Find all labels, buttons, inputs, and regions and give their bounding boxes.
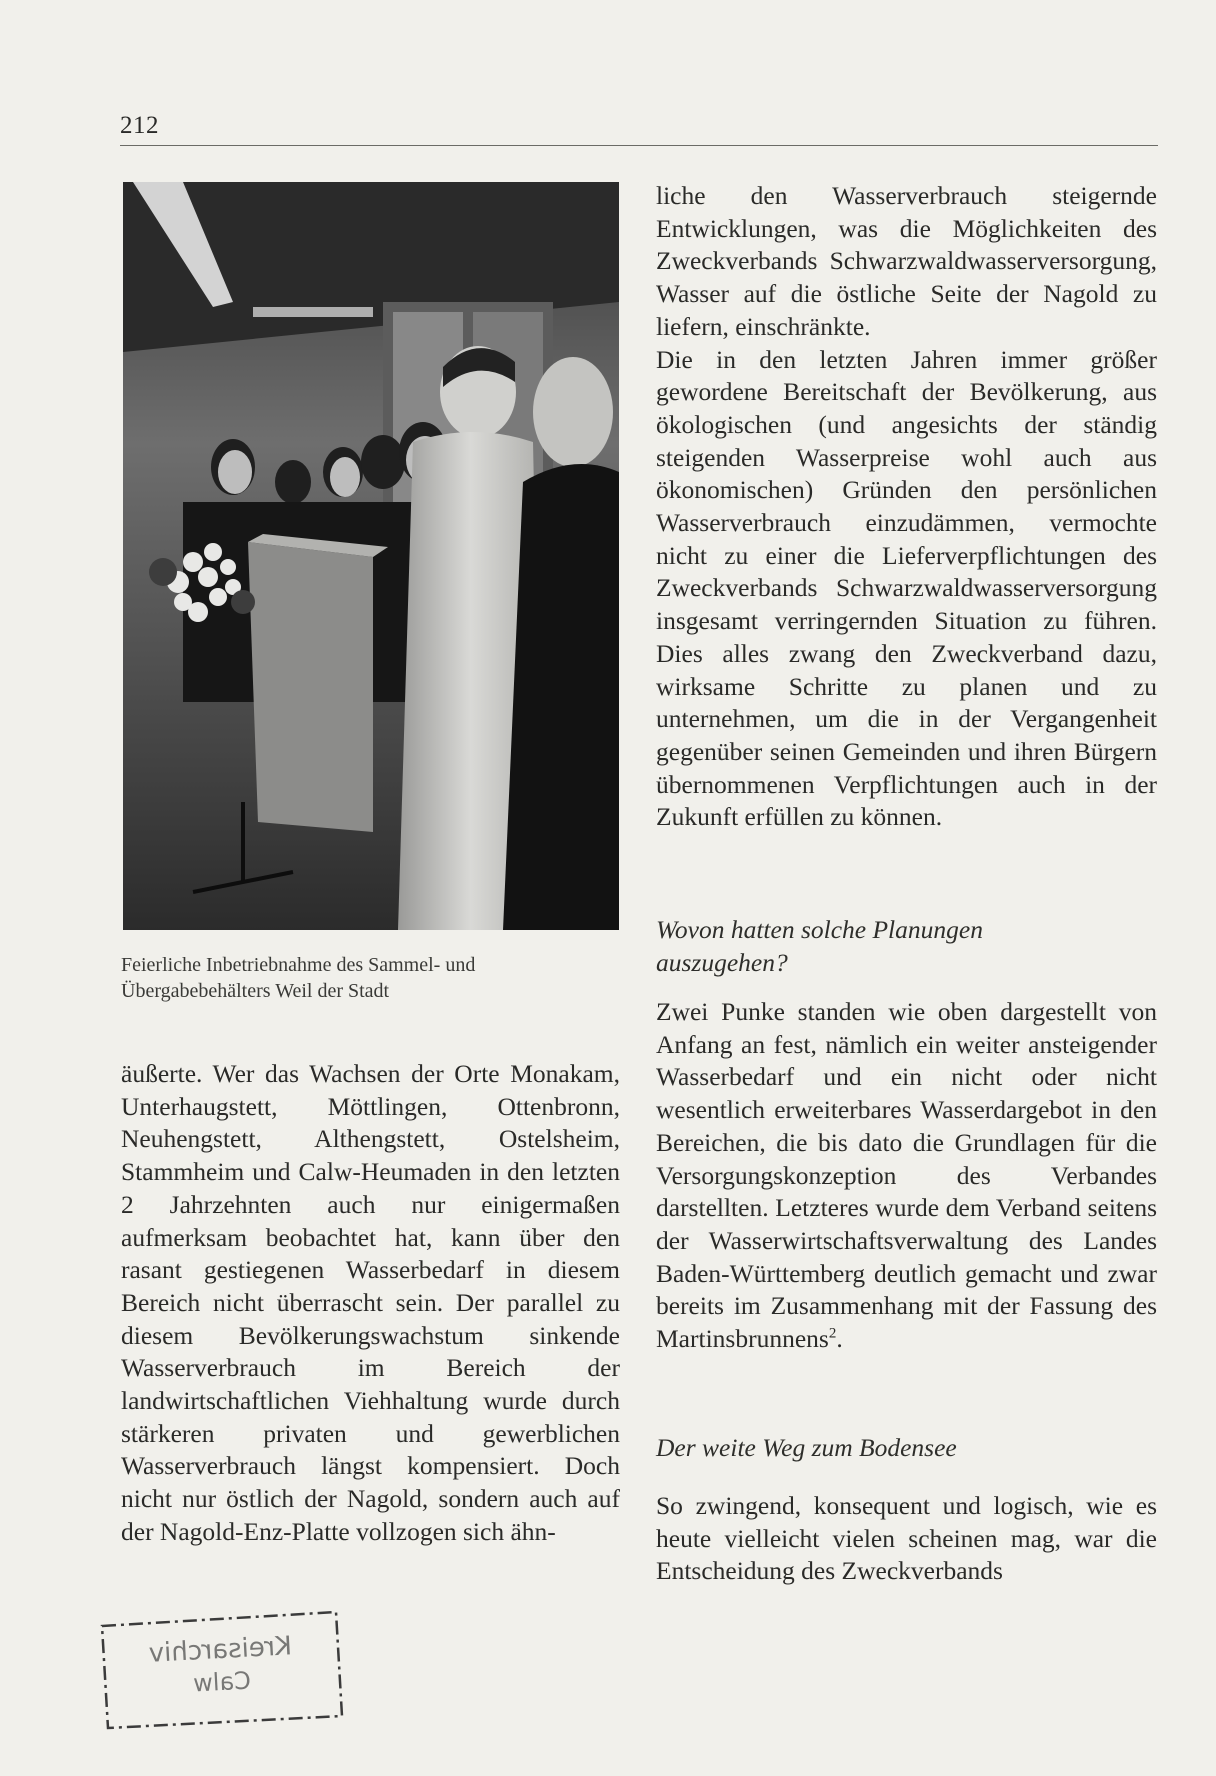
ceremony-photo bbox=[123, 182, 619, 930]
left-column-text bbox=[121, 1058, 620, 1549]
section-heading-planungen: Wovon hatten solche Planungen auszugehen? bbox=[656, 915, 983, 977]
right-paragraph-1: liche den Wasserverbrauch steigernde Entwicklungen, was die Möglichkeiten des Zweckverbands Schwarzwaldwasserversorgung, Wasser auf die östliche Seite der Nagold zu liefern, einschränkte. bbox=[656, 181, 1157, 341]
right-column-bottom bbox=[656, 1490, 1157, 1588]
section-heading-bodensee: Der weite Weg zum Bodensee bbox=[656, 1433, 957, 1462]
right-paragraph-4: So zwingend, konsequent und logisch, wie es heute vielleicht vielen scheinen mag, war die Entscheidung des Zweckverbands bbox=[656, 1491, 1157, 1586]
figure-caption: Feierliche Inbetriebnahme des Sammel- und Übergabebehälters Weil der Stadt bbox=[121, 954, 476, 1002]
right-column-top bbox=[656, 180, 1157, 834]
left-paragraph: äußerte. Wer das Wachsen der Orte Monakam, Unterhaugstett, Möttlingen, Ottenbronn, Neuhengstett, Althengstett, Ostelsheim, Stammheim und Calw-Heumaden in den letzten 2 Jahrzehnten auch nur einigermaßen aufmerksam beobachtet hat, kann über den rasant gestiegenen Wasserbedarf in diesem Bereich nicht überrascht sein. Der parallel zu diesem Bevölkerungswachstum sinkende Wasserverbrauch im Bereich der landwirtschaftlichen Viehhaltung wurde durch stärkeren privaten und gewerblichen Wasserverbrauch längst kompensiert. Doch nicht nur östlich der Nagold, sondern auch auf der Nagold-Enz-Platte vollzogen sich ähn- bbox=[121, 1059, 620, 1546]
stamp-line-1: Kreisarchiv bbox=[147, 1631, 293, 1669]
right-column-mid bbox=[656, 996, 1157, 1356]
right-paragraph-3-text: Zwei Punke standen wie oben dargestellt von Anfang an fest, nämlich ein weiter ansteigender Wasserbedarf und ein nicht oder nicht wesentlich erweiterbares Wasserdargebot in den Bereichen, die bis dato die Grundlagen für die Versorgungskonzeption des Verbandes darstellten. Letzteres wurde dem Verband seitens der Wasserwirtschaftsverwaltung des Landes Baden-Württemberg deutlich gemacht und zwar bereits im Zusammenhang mit der Fassung des Martinsbrunnens bbox=[656, 997, 1157, 1354]
stamp-line-2: Calw bbox=[192, 1666, 252, 1698]
right-paragraph-2: Die in den letzten Jahren immer größer gewordene Bereitschaft der Bevölkerung, aus ökologischen (und angesichts der ständig steigenden Wasserpreise wohl auch aus ökonomischen) Gründen den persönlichen Wasserverbrauch einzudämmen, vermochte nicht zu einer die Lieferverpflichtungen des Zweckverbands Schwarzwaldwasserversorgung insgesamt verringernden Situation zu führen. Dies alles zwang den Zweckverband dazu, wirksame Schritte zu planen und zu unternehmen, um die in der Vergangenheit gegenüber seinen Gemeinden und ihren Bürgern übernommenen Verpflichtungen auch in der Zukunft erfüllen zu können. bbox=[656, 344, 1157, 832]
page-number: 212 bbox=[120, 112, 159, 139]
header-rule bbox=[120, 145, 1158, 146]
right-paragraph-3 bbox=[656, 996, 1157, 1356]
archive-stamp bbox=[96, 1604, 346, 1732]
right-paragraph-3-end: . bbox=[836, 1324, 843, 1354]
footnote-ref: 2 bbox=[828, 1325, 837, 1342]
